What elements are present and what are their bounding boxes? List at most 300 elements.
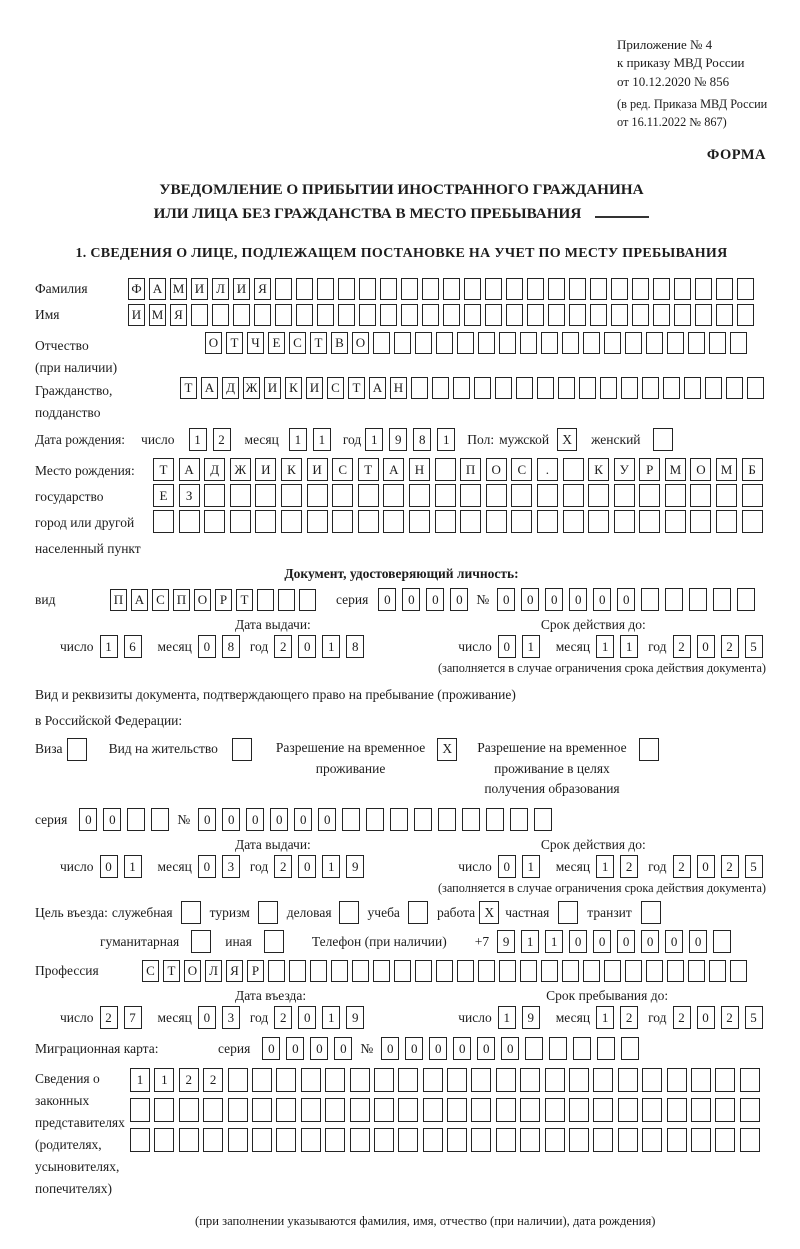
purpose-tourism-label: туризм [209,904,250,920]
char-cell [588,484,609,507]
char-cell [563,484,584,507]
char-cell [537,510,558,533]
char-cell [618,1128,638,1152]
char-cell [358,510,379,533]
char-cell: 1 [522,855,540,878]
char-cell: О [352,332,369,354]
char-cell [639,510,660,533]
char-cell [716,510,737,533]
char-cell [562,332,579,354]
purpose-business-checkbox [339,901,359,924]
char-cell [485,278,502,300]
char-cell [646,960,663,982]
char-cell [496,1098,516,1122]
phone-prefix: +7 [474,933,490,949]
stay-until-heading: Срок пребывания до: [546,988,669,1004]
char-cell [179,1098,199,1122]
char-cell [380,278,397,300]
char-cell [301,1128,321,1152]
char-cell [409,510,430,533]
char-cell [667,1128,687,1152]
char-cell [352,960,369,982]
char-cell [569,1068,589,1092]
char-cell [520,1098,540,1122]
char-cell: 9 [497,930,515,953]
char-cell: 1 [498,1006,516,1029]
annex-line: Приложение № 4 [617,37,713,52]
char-cell: Я [170,304,187,326]
char-cell: 0 [617,930,635,953]
char-cell [740,1068,760,1092]
char-cell: 0 [402,588,420,611]
char-cell [713,588,731,611]
stay-year-label: год [648,1009,667,1025]
char-cell [366,808,384,831]
char-cell [204,484,225,507]
char-cell [548,278,565,300]
document-title [35,178,768,227]
char-cell [562,960,579,982]
char-cell: Ж [243,377,260,399]
char-cell: Т [180,377,197,399]
char-cell [737,588,755,611]
purpose-label: Цель въезда: [35,904,108,920]
char-cell: 0 [429,1037,447,1060]
char-cell [614,484,635,507]
char-cell: 2 [673,1006,691,1029]
residence-issued-year-cells [274,855,370,878]
char-cell [373,960,390,982]
identity-kind-cells [110,589,320,611]
char-cell [422,304,439,326]
char-cell [390,808,408,831]
char-cell [558,377,575,399]
char-cell [653,278,670,300]
char-cell [317,278,334,300]
char-cell [278,589,295,611]
char-cell: 0 [569,588,587,611]
purpose-study-checkbox [408,901,428,924]
char-cell [534,808,552,831]
identity-issued-month-cells [198,635,246,658]
char-cell [130,1128,150,1152]
identity-doc-heading: Документ, удостоверяющий личность: [284,566,519,582]
char-cell [569,278,586,300]
char-cell [317,304,334,326]
char-cell [688,332,705,354]
char-cell [275,278,292,300]
purpose-work-checkbox: X [479,901,499,924]
char-cell: 5 [745,635,763,658]
purpose-official-checkbox [181,901,201,924]
char-cell: 0 [498,855,516,878]
char-cell: М [665,458,686,481]
identity-issued-year-cells [274,635,370,658]
char-cell [415,960,432,982]
residence-doc-series-row [35,808,768,831]
char-cell [422,278,439,300]
char-cell: Я [254,278,271,300]
migration-number-cells [381,1037,645,1060]
citizenship-row [35,377,768,424]
char-cell: И [255,458,276,481]
char-cell [667,960,684,982]
char-cell [496,1128,516,1152]
char-cell [289,960,306,982]
residence-issued-month-label: месяц [157,858,192,874]
char-cell [332,510,353,533]
char-cell [632,304,649,326]
char-cell: Т [163,960,180,982]
char-cell [255,484,276,507]
identity-number-label: № [476,591,490,607]
char-cell [527,278,544,300]
char-cell [359,304,376,326]
char-cell: 1 [130,1068,150,1092]
char-cell: 0 [294,808,312,831]
char-cell: А [383,458,404,481]
char-cell: Л [205,960,222,982]
char-cell [281,484,302,507]
char-cell [331,960,348,982]
char-cell: 9 [346,855,364,878]
profession-row [35,960,768,982]
char-cell: 2 [274,1006,292,1029]
char-cell: 1 [189,428,207,451]
char-cell: С [152,589,169,611]
char-cell [252,1098,272,1122]
char-cell [257,589,274,611]
char-cell [695,304,712,326]
residence-doc-note: (заполняется в случае ограничения срока действия документа) [437,881,766,896]
char-cell: 0 [246,808,264,831]
char-cell [737,278,754,300]
char-cell [618,1068,638,1092]
char-cell [350,1128,370,1152]
amendment-line: от 16.11.2022 № 867) [617,114,727,129]
migration-card-label: Миграционная карта: [35,1040,159,1056]
char-cell: 0 [641,930,659,953]
char-cell [486,808,504,831]
char-cell [464,278,481,300]
char-cell [464,304,481,326]
char-cell [457,332,474,354]
char-cell: 0 [198,855,216,878]
char-cell: М [149,304,166,326]
char-cell: 1 [124,855,142,878]
char-cell: 2 [721,1006,739,1029]
purpose-row-1 [35,901,768,924]
phone-cells [497,930,737,953]
char-cell: 5 [745,855,763,878]
char-cell [726,377,743,399]
char-cell [447,1128,467,1152]
char-cell: 1 [100,635,118,658]
entry-month-label: месяц [157,1009,192,1025]
temp-residence-permit-label: Разрешение на временное проживание [275,739,426,776]
char-cell: 0 [378,588,396,611]
identity-series-label: серия [336,591,369,607]
char-cell [705,377,722,399]
stay-day-label: число [458,1009,492,1025]
char-cell [398,1098,418,1122]
char-cell: 2 [620,855,638,878]
char-cell: 0 [697,1006,715,1029]
edu-residence-permit-checkbox [639,738,659,761]
char-cell [569,304,586,326]
char-cell: К [588,458,609,481]
char-cell [374,1128,394,1152]
char-cell [593,1068,613,1092]
birth-year-cells [365,428,461,451]
char-cell [618,1098,638,1122]
birth-day-label: число [141,431,175,447]
char-cell [614,510,635,533]
residence-valid-year-cells [673,855,769,878]
sex-male-checkbox: X [557,428,577,451]
char-cell [715,1068,735,1092]
patronymic-label: Отчество (при наличии) [35,338,118,376]
char-cell [541,332,558,354]
char-cell [154,1098,174,1122]
char-cell [299,589,316,611]
char-cell [471,1128,491,1152]
title-underline [595,216,649,218]
char-cell [127,808,145,831]
char-cell: А [369,377,386,399]
char-cell [275,304,292,326]
char-cell [486,510,507,533]
char-cell [665,588,683,611]
char-cell [230,510,251,533]
sex-label: Пол: [467,431,495,447]
birth-year-label: год [342,431,362,447]
char-cell [359,278,376,300]
char-cell [276,1098,296,1122]
birth-place-cells-row-1 [153,458,767,481]
identity-kind-label: вид [35,591,56,607]
char-cell [296,278,313,300]
identity-doc-date-headings [35,617,768,633]
char-cell [268,960,285,982]
char-cell [737,304,754,326]
purpose-transit-checkbox [641,901,661,924]
char-cell [310,960,327,982]
temp-residence-permit-checkbox: X [437,738,457,761]
char-cell [423,1098,443,1122]
char-cell [520,332,537,354]
residence-valid-month-cells [596,855,644,878]
char-cell [527,304,544,326]
char-cell: 2 [213,428,231,451]
char-cell: 0 [498,635,516,658]
char-cell [350,1098,370,1122]
char-cell [499,960,516,982]
char-cell [462,808,480,831]
annex-reference [617,36,768,131]
identity-issued-day-cells [100,635,148,658]
char-cell [525,1037,543,1060]
char-cell [254,304,271,326]
char-cell: Ж [230,458,251,481]
residence-permit-label: Вид на жительство [108,740,218,756]
char-cell [423,1068,443,1092]
char-cell [301,1098,321,1122]
char-cell: 2 [673,635,691,658]
char-cell [667,1068,687,1092]
char-cell [423,1128,443,1152]
birth-month-cells [289,428,337,451]
char-cell [621,377,638,399]
char-cell [471,1068,491,1092]
char-cell [460,510,481,533]
residence-issued-heading: Дата выдачи: [235,837,311,853]
char-cell: П [110,589,127,611]
char-cell [593,1128,613,1152]
char-cell [520,960,537,982]
char-cell: 2 [620,1006,638,1029]
given-name-cells [128,304,758,326]
char-cell [394,332,411,354]
char-cell [511,484,532,507]
char-cell [716,278,733,300]
identity-valid-month-label: месяц [555,638,591,654]
char-cell: Е [153,484,174,507]
char-cell [485,304,502,326]
char-cell [611,304,628,326]
char-cell [516,377,533,399]
char-cell: Л [212,278,229,300]
char-cell [730,332,747,354]
residence-issued-year-label: год [249,858,269,874]
entry-dates [35,1006,768,1029]
char-cell: Н [390,377,407,399]
char-cell [435,484,456,507]
entry-year-label: год [249,1009,269,1025]
char-cell [436,332,453,354]
char-cell [740,1098,760,1122]
char-cell: 0 [103,808,121,831]
char-cell [153,510,174,533]
birth-month-label: месяц [244,431,279,447]
residence-doc-date-headings [35,837,768,853]
char-cell [688,960,705,982]
birth-place-label: Место рождения: государство город или другой населенный пункт [35,463,141,557]
char-cell [307,510,328,533]
residence-number-cells [198,808,558,831]
char-cell [639,484,660,507]
char-cell: 0 [593,588,611,611]
purpose-humanitarian-checkbox [191,930,211,953]
char-cell: 1 [596,855,614,878]
char-cell [593,1098,613,1122]
char-cell [350,1068,370,1092]
char-cell [742,484,763,507]
given-name-label: Имя [35,307,60,323]
char-cell [621,1037,639,1060]
char-cell [545,1068,565,1092]
char-cell: И [264,377,281,399]
char-cell [478,960,495,982]
char-cell [597,1037,615,1060]
purpose-other-checkbox [264,930,284,953]
birth-day-cells [189,428,237,451]
char-cell: С [327,377,344,399]
char-cell [709,960,726,982]
amendment-line: (в ред. Приказа МВД России [617,97,768,112]
migration-number-label: № [360,1040,374,1056]
char-cell [383,510,404,533]
char-cell: 0 [426,588,444,611]
char-cell: 0 [286,1037,304,1060]
char-cell [414,808,432,831]
entry-year-cells [274,1006,370,1029]
char-cell [548,304,565,326]
char-cell: 0 [453,1037,471,1060]
char-cell [394,960,411,982]
char-cell: 2 [203,1068,223,1092]
form-label: ФОРМА [706,146,766,163]
char-cell [383,484,404,507]
char-cell: 8 [413,428,431,451]
char-cell [545,1128,565,1152]
identity-issued-month-label: месяц [157,638,192,654]
char-cell: Т [236,589,253,611]
char-cell: П [173,589,190,611]
char-cell [179,510,200,533]
edu-residence-permit-label: Разрешение на временное проживание в целях получения образования [477,739,627,797]
identity-issued-heading: Дата выдачи: [235,617,311,633]
char-cell [374,1098,394,1122]
annex-line: к приказу МВД России [617,55,745,71]
char-cell [191,304,208,326]
char-cell [496,1068,516,1092]
char-cell [625,332,642,354]
char-cell [709,332,726,354]
birth-place-cells-row-3 [153,510,767,533]
char-cell: У [614,458,635,481]
char-cell: 7 [124,1006,142,1029]
migration-series-cells [262,1037,358,1060]
char-cell: 0 [198,635,216,658]
char-cell: 0 [198,808,216,831]
char-cell [642,1098,662,1122]
char-cell: Ч [247,332,264,354]
char-cell [684,377,701,399]
residence-valid-heading: Срок действия до: [540,837,646,853]
char-cell [296,304,313,326]
char-cell: 0 [198,1006,216,1029]
char-cell [325,1068,345,1092]
purpose-row-2 [35,930,768,953]
char-cell: 1 [154,1068,174,1092]
char-cell [151,808,169,831]
char-cell: Т [310,332,327,354]
char-cell [642,377,659,399]
residence-issued-month-cells [198,855,246,878]
char-cell: 0 [270,808,288,831]
char-cell: 0 [593,930,611,953]
char-cell [604,960,621,982]
char-cell: 0 [569,930,587,953]
residence-intro-line-1: Вид и реквизиты документа, подтверждающего право на пребывание (проживание) [35,687,516,703]
patronymic-row [35,332,768,379]
entry-day-cells [100,1006,148,1029]
char-cell [478,332,495,354]
char-cell [325,1128,345,1152]
char-cell [600,377,617,399]
char-cell [436,960,453,982]
